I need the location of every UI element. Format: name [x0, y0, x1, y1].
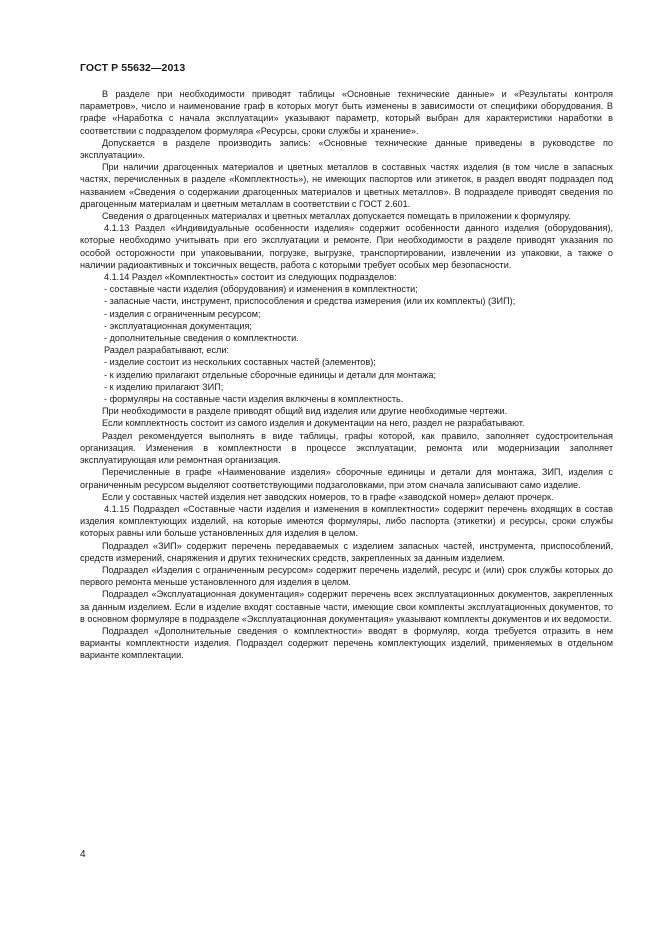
- paragraph: Подраздел «Изделия с ограниченным ресурсом» содержит перечень изделий, ресурс и (или) срок службы которых до первого ремонта меньше установленного для изделия в целом.: [80, 564, 613, 588]
- paragraph: 4.1.15 Подраздел «Составные части изделия и изменения в комплектности» содержит перечень входящих в состав изделия комплектующих изделий, на которые имеются формуляры, либо паспорта (этикетки) и ресурсы, сроки службы которых равны или больше установленных для изделия в целом.: [80, 503, 613, 539]
- paragraph: Раздел рекомендуется выполнять в виде таблицы, графы которой, как правило, заполняет судостроительная организация. Изменения в комплектности в процессе эксплуатации, ремонта или модернизации заполняет эксплуатирующая или ремонтная организация.: [80, 430, 613, 466]
- paragraph: Если комплектность состоит из самого изделия и документации на него, раздел не разрабатывают.: [102, 418, 525, 429]
- paragraph: Сведения о драгоценных материалах и цветных металлах допускается помещать в приложении к формуляру.: [102, 211, 571, 222]
- paragraph: 4.1.14 Раздел «Комплектность» состоит из следующих подразделов:: [104, 272, 397, 283]
- paragraph: Перечисленные в графе «Наименование изделия» сборочные единицы и детали для монтажа, ЗИП, изделия с ограниченным ресурсом выделяют соответствующими подзаголовками, при этом сначала записывают само изделие.: [80, 467, 613, 490]
- list-item: - к изделию прилагают отдельные сборочные единицы и детали для монтажа;: [104, 369, 437, 380]
- paragraph: Подраздел «ЗИП» содержит перечень передаваемых с изделием запасных частей, инструмента, приспособлений, средств измерений, снаряжения и других технических средств, закрепленных за данным изделием.: [80, 540, 613, 563]
- paragraph: Если у составных частей изделия нет заводских номеров, то в графе «заводской номер» делают прочерк.: [102, 491, 554, 502]
- page-number: 4: [80, 849, 86, 860]
- document-header: ГОСТ Р 55632—2013: [80, 62, 186, 74]
- list-item: - формуляры на составные части изделия включены в комплектность.: [104, 394, 404, 405]
- list-item: - составные части изделия (оборудования) и изменения в комплектности;: [104, 284, 418, 295]
- document-body: [80, 88, 613, 662]
- list-item: - изделия с ограниченным ресурсом;: [104, 308, 261, 319]
- paragraph: 4.1.13 Раздел «Индивидуальные особенности изделия» содержит особенности данного изделия (оборудования), которые необходимо учитывать при его эксплуатации и ремонте. При необходимости в разделе приводят указания по особой осторожности при упаковывании, погрузке, выгрузке, транспортировании, извлечении из упаковки, а также о наличии радиоактивных и токсичных веществ, работа с которыми требует особых мер безопасности.: [80, 223, 613, 270]
- paragraph: При наличии драгоценных материалов и цветных металлов в составных частях изделия (в том числе в запасных частях, перечисленных в разделе «Комплектность»), не имеющих паспортов или этикеток, в раздел вводят подраздел под названием «Сведения о содержании драгоценных материалов и цветных металлов». В подразделе приводят сведения по драгоценным материалам и цветным металлам в соответствии с ГОСТ 2.601.: [80, 162, 613, 209]
- paragraph: При необходимости в разделе приводят общий вид изделия или другие необходимые чертежи.: [102, 406, 508, 417]
- paragraph: Допускается в разделе производить запись: «Основные технические данные приведены в руководстве по эксплуатации».: [80, 137, 613, 161]
- list-item: - эксплуатационная документация;: [104, 320, 252, 331]
- list-item: - изделие состоит из нескольких составных частей (элементов);: [104, 357, 376, 368]
- paragraph: Раздел разрабатывают, если:: [104, 345, 229, 356]
- paragraph: Подраздел «Эксплуатационная документация» содержит перечень всех эксплуатационных документов, закрепленных за данным изделием. Если в изделие входят составные части, имеющие свои комплекты эксплуатационных документов, то в основном формуляре в подразделе «Эксплуатационная документация» указывают комплекты документов и их ведомости.: [80, 589, 613, 624]
- list-item: - дополнительные сведения о комплектности.: [104, 333, 299, 344]
- paragraph: Подраздел «Дополнительные сведения о комплектности» вводят в формуляр, когда требуется отразить в нем варианты комплектности изделия. Подраздел содержит перечень комплектующих изделий, применяемых в отдельном варианте комплектации.: [80, 625, 613, 661]
- paragraph: В разделе при необходимости приводят таблицы «Основные технические данные» и «Результаты контроля параметров», число и наименование граф в которых могут быть изменены в зависимости от специфики оборудования. В графе «Наработка с начала эксплуатации» указывают параметр, который выбран для характеристики наработки в соответствии с подразделом формуляра «Ресурсы, сроки службы и хранение».: [80, 89, 613, 136]
- list-item: - к изделию прилагают ЗИП;: [104, 381, 224, 392]
- list-item: - запасные части, инструмент, приспособления и средства измерения (или их комплекты) (ЗИП);: [104, 296, 516, 307]
